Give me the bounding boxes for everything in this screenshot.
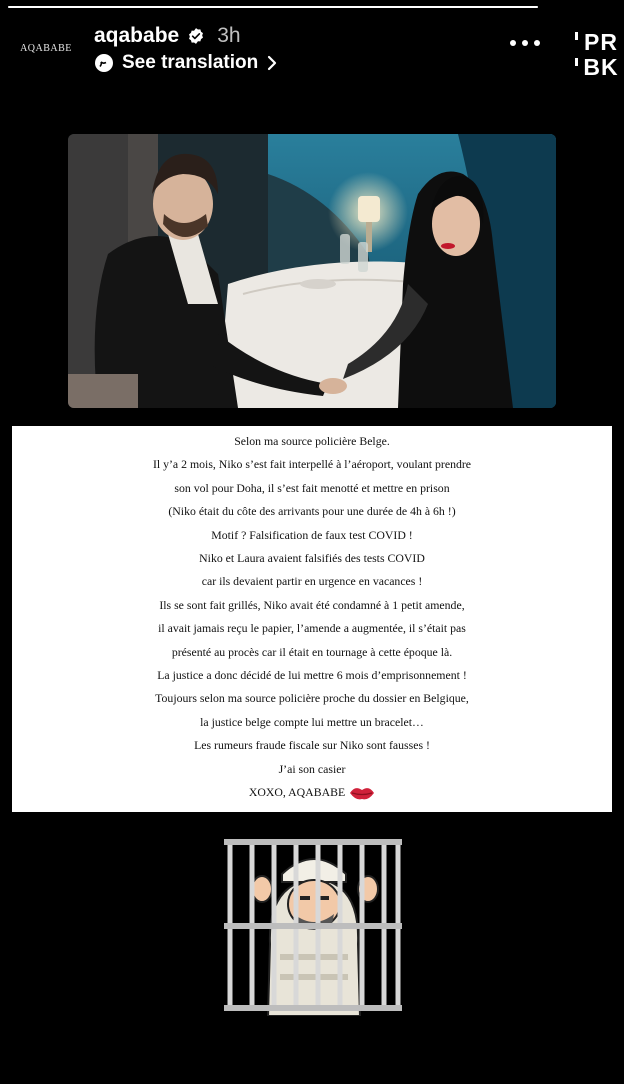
story-progress-fill: [8, 6, 538, 8]
jail-sticker: [220, 834, 406, 1016]
story-photo: [68, 134, 556, 408]
translate-icon: [94, 53, 114, 73]
watermark-logo: [578, 20, 624, 90]
see-translation-label: See translation: [122, 52, 259, 73]
more-dot: [510, 40, 516, 46]
caption-line: Niko et Laura avaient falsifiés des tests COVID: [199, 551, 425, 566]
chevron-right-icon: [266, 55, 278, 71]
caption-line: la justice belge compte lui mettre un bracelet…: [200, 714, 424, 729]
caption-line: Il y’a 2 mois, Niko s’est fait interpellé à l’aéroport, voulant prendre: [152, 457, 472, 472]
post-time: 3h: [217, 24, 241, 47]
caption-line: il avait jamais reçu le papier, l’amende a augmentée, il s’était pas: [158, 621, 466, 636]
caption-line: son vol pour Doha, il s’est fait menotté et mettre en prison: [174, 480, 450, 495]
couple-restaurant-image: [68, 134, 556, 408]
user-row: [94, 24, 241, 48]
watermark-line-1: PR: [584, 29, 618, 55]
more-options-button[interactable]: [510, 40, 540, 46]
verified-badge-icon: [187, 27, 205, 45]
signoff-text: XOXO, AQABABE: [248, 785, 346, 800]
kiss-lips-icon: [349, 785, 375, 801]
caption-card: [12, 426, 612, 812]
username[interactable]: aqababe: [94, 24, 180, 47]
caption-line: Toujours selon ma source policière proche du dossier en Belgique,: [155, 691, 469, 706]
caption-line: Motif ? Falsification de faux test COVID !: [211, 527, 413, 542]
caption-signoff: [18, 781, 606, 804]
caption-line: Selon ma source policière Belge.: [234, 434, 390, 448]
avatar-logo-text: AQABABE: [20, 42, 72, 54]
watermark-line-2: BK: [583, 54, 619, 80]
see-translation-button[interactable]: [94, 52, 278, 74]
caption-line: Les rumeurs fraude fiscale sur Niko sont fausses !: [194, 738, 430, 753]
more-dot: [534, 40, 540, 46]
caption-line: J’ai son casier: [278, 761, 346, 776]
story-progress-bar: [8, 6, 538, 8]
caption-line: Ils se sont fait grillés, Niko avait été condamné à 1 petit amende,: [159, 597, 465, 612]
caption-line: La justice a donc décidé de lui mettre 6 mois d’emprisonnement !: [157, 668, 467, 683]
avatar[interactable]: [18, 30, 74, 66]
caption-line: car ils devaient partir en urgence en vacances !: [201, 574, 423, 589]
prisoner-behind-bars-icon: [220, 834, 406, 1016]
more-dot: [522, 40, 528, 46]
caption-line: présenté au procès car il était en tournage à cette époque là.: [171, 644, 453, 659]
caption-line: (Niko était du côte des arrivants pour une durée de 4h à 6h !): [168, 504, 456, 519]
